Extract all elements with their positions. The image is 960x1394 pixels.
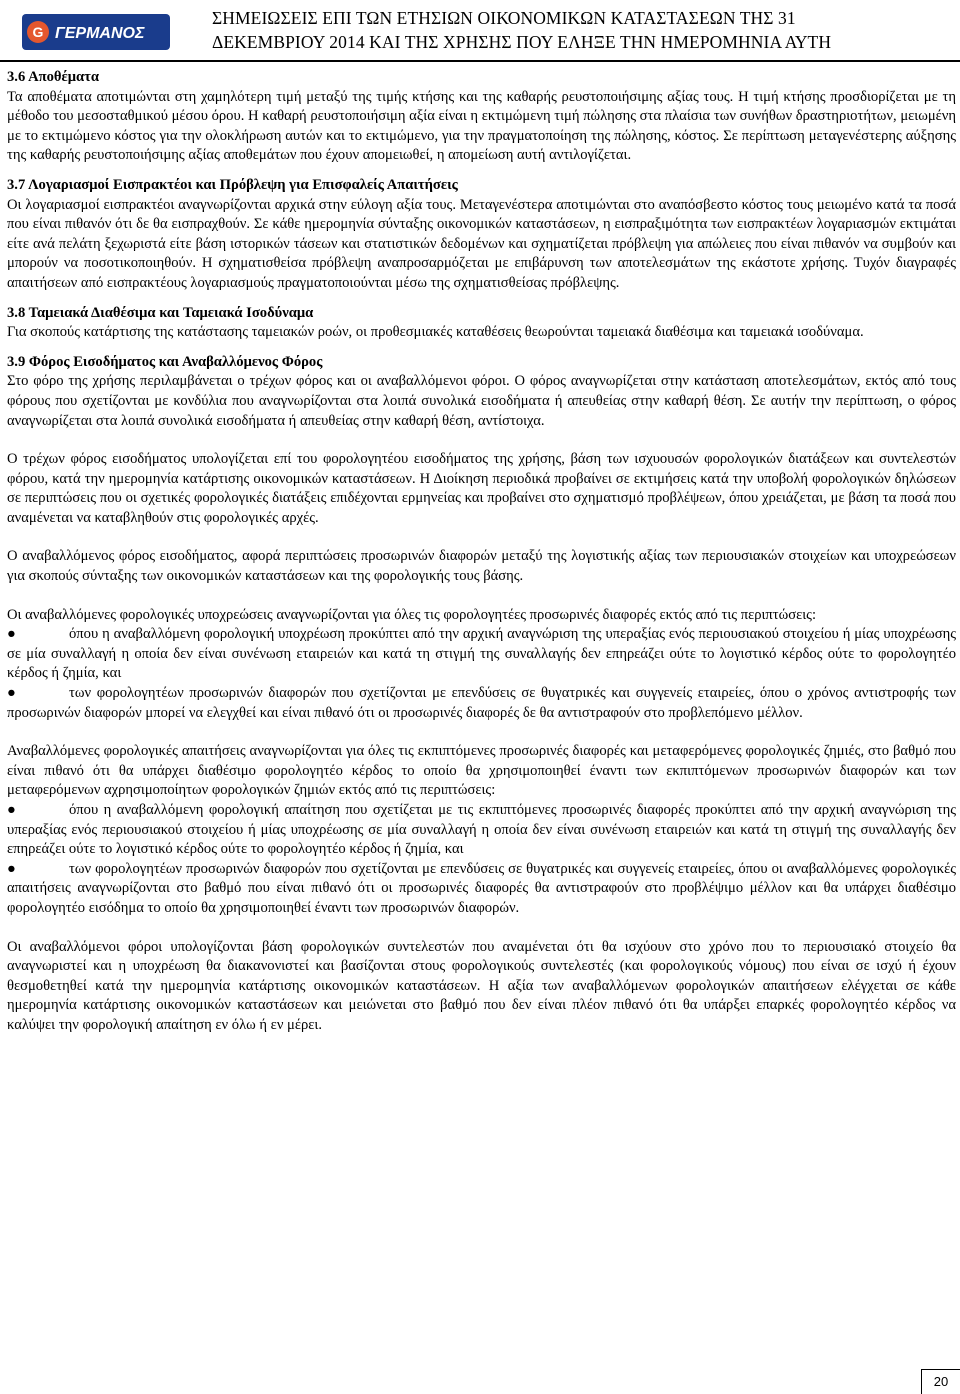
bullet-icon: ● [7, 802, 16, 818]
header-divider [0, 60, 960, 62]
paragraph: Στο φόρο της χρήσης περιλαμβάνεται ο τρέχων φόρος και οι αναβαλλόμενοι φόροι. Ο φόρος αναγνωρίζεται στην κατάσταση αποτελεσμάτων, εκτός από τους φόρους που σχετίζονται με κονδύλια που αναγνωρίζονται στα λοιπά συνολικά εισοδήματα ή απευθείας στην καθαρή θέση. Σε αυτήν την περίπτωση, ο φόρος αναγνωρίζεται στα λοιπά συνολικά εισοδήματα ή απευθείας στην καθαρή θέση, αντίστοιχα. [7, 373, 956, 429]
bullet-icon: ● [7, 685, 16, 702]
list-item [7, 860, 956, 919]
paragraph: Αναβαλλόμενες φορολογικές απαιτήσεις αναγνωρίζονται για όλες τις εκπιπτόμενες προσωρινές διαφορές και μεταφερόμενες φορολογικές ζημιές, στο βαθμό που είναι πιθανό ότι θα υπάρχει διαθέσιμο φορολογητέο κέρδος το οποίο θα χρησιμοποιηθεί έναντι των εκπιπτόμενων προσωρινών διαφορών και των μεταφερόμενων αχρησιμοποίητων φορολογικών ζημιών εκτός από τις περιπτώσεις: [7, 743, 956, 799]
section-heading-3-8: 3.8 Ταμειακά Διαθέσιμα και Ταμειακά Ισοδύναμα [7, 304, 314, 321]
paragraph: Τα αποθέματα αποτιμώνται στη χαμηλότερη τιμή μεταξύ της τιμής κτήσης και της καθαρής ρευστοποιήσιμης αξίας τους. Η τιμή κτήσης προσδιορίζεται με τη μέθοδο του μεσοσταθμικού μέσου όρου. Η καθαρή ρευστοποιήσιμη αξία είναι η εκτιμώμενη τιμή πώλησης στα πλαίσια των συνήθων δραστηριοτήτων, μειωμένη με το εκτιμώμενο κόστος για την ολοκλήρωση αυτών και το εκτιμώμενο, για την πραγματοποίηση της πώλησης, κόστος. Σε περίπτωση μεταγενέστερης αύξησης της καθαρής ρευστοποιήσιμης αξίας αποθεμάτων που έχουν απομειωθεί, η απομείωση αυτή αντιλογίζεται. [7, 88, 956, 164]
section-heading-3-9: 3.9 Φόρος Εισοδήματος και Αναβαλλόμενος Φόρος [7, 353, 323, 370]
list-item [7, 801, 956, 860]
title-line-1: ΣΗΜΕΙΩΣΕΙΣ ΕΠΙ ΤΩΝ ΕΤΗΣΙΩΝ ΟΙΚΟΝΟΜΙΚΩΝ ΚΑΤΑΣΤΑΣΕΩΝ ΤΗΣ 31 [212, 8, 796, 28]
section-heading-3-6: 3.6 Αποθέματα [7, 69, 100, 85]
section-heading-3-7: 3.7 Λογαριασμοί Εισπρακτέοι και Πρόβλεψη για Επισφαλείς Απαιτήσεις [7, 176, 458, 193]
paragraph: Οι αναβαλλόμενοι φόροι υπολογίζονται βάση φορολογικών συντελεστών που αναμένεται ότι θα ισχύουν στο χρόνο που το περιουσιακό στοιχείο θα αναγνωριστεί και η υποχρέωση θα διακανονιστεί και βασίζονται στους φορολογικούς συντελεστές (και φορολογικούς νόμους) που είναι σε ισχύ ή έχουν θεσμοθετηθεί κατά την ημερομηνία κατάρτισης οικονομικών καταστάσεων. Η αξία των αναβαλλόμενων φορολογικών απαιτήσεων ελέγχεται σε κάθε ημερομηνία κατάρτισης οικονομικών καταστάσεων και μειώνεται στο βαθμό που δεν είναι πλέον πιθανό ότι θα υπάρξει επαρκές φορολογητέο κέρδος να καλύψει την φορολογική απαίτηση εν όλω ή εν μέρει. [7, 938, 956, 1033]
document-title [212, 6, 892, 54]
list-item-text: των φορολογητέων προσωρινών διαφορών που σχετίζονται με επενδύσεις σε θυγατρικές και συγγενείς εταιρείες, όπου ο χρόνος αντιστροφής των προσωρινών διαφορών μπορεί να ελεγχθεί και είναι πιθανό ότι οι προσωρινές διαφορές δε θα αντιστραφούν στο προβλεπόμενο μέλλον. [7, 685, 956, 721]
germanos-logo [22, 14, 170, 50]
bullet-icon: ● [7, 860, 16, 877]
page-header [0, 0, 960, 62]
list-item [7, 684, 956, 723]
logo-text: ΓΕΡΜΑΝΟΣ [55, 25, 145, 42]
paragraph: Οι αναβαλλόμενες φορολογικές υποχρεώσεις αναγνωρίζονται για όλες τις φορολογητέες προσωρινές διαφορές εκτός από τις περιπτώσεις: [7, 606, 817, 623]
list-item [7, 625, 956, 684]
paragraph: Ο τρέχων φόρος εισοδήματος υπολογίζεται επί του φορολογητέου εισοδήματος της χρήσης, βάση των ισχυουσών φορολογικών διατάξεων και συντελεστών φόρου, κατά την ημερομηνία κατάρτισης οικονομικών καταστάσεων. Η Διοίκηση περιοδικά προβαίνει σε εκτιμήσεις κατά την υποβολή φορολογικών δηλώσεων σε περιπτώσεις που οι σχετικές φορολογικές διατάξεις επιδέχονται ερμηνείας και προβαίνει στο σχηματισμό προβλέψεων, όπου χρειάζεται, με βάση τα ποσά που αναμένεται να καταβληθούν στις φορολογικές αρχές. [7, 451, 956, 526]
title-line-2: ΔΕΚΕΜΒΡΙΟΥ 2014 ΚΑΙ ΤΗΣ ΧΡΗΣΗΣ ΠΟΥ ΕΛΗΞΕ ΤΗΝ ΗΜΕΡΟΜΗΝΙΑ ΑΥΤΗ [212, 32, 832, 52]
paragraph: Για σκοπούς κατάρτισης της κατάστασης ταμειακών ροών, οι προθεσμιακές καταθέσεις θεωρούνται ταμειακά διαθέσιμα και ταμειακά ισοδύναμα. [7, 324, 864, 341]
bullet-icon: ● [7, 626, 16, 643]
paragraph: Οι λογαριασμοί εισπρακτέοι αναγνωρίζονται αρχικά στην εύλογη αξία τους. Μεταγενέστερα αποτιμώνται στο αναπόσβεστο κόστος τους μειωμένο κατά τα ποσά που είναι πιθανόν ότι δε θα εισπραχθούν. Σε κάθε ημερομηνία σύνταξης οικονομικών καταστάσεων, η εισπραξιμότητα των εισπρακτέων λογαριασμών εκτιμάται είτε ανά πελάτη ξεχωριστά είτε βάση ιστορικών τάσεων και στατιστικών δεδομένων και σχηματίζεται πρόβλεψη για απώλειες που είναι πιθανόν να συμβούν και μπορούν να ποσοτικοποιηθούν. Η σχηματισθείσα πρόβλεψη αναπροσαρμόζεται με επιβάρυνση των αποτελεσμάτων της εκάστοτε χρήσης. Τυχόν διαγραφές απαιτήσεων από εισπρακτέους λογαριασμούς πραγματοποιούνται μέσω της σχηματισθείσας πρόβλεψης. [7, 196, 956, 291]
list-item-text: όπου η αναβαλλόμενη φορολογική απαίτηση που σχετίζεται με τις εκπιπτόμενες προσωρινές διαφορές προκύπτει από την αρχική αναγνώριση της υπεραξίας ενός περιουσιακού στοιχείου ή μίας υποχρέωσης σε μία συναλλαγή η οποία δεν είναι συνένωση εταιρειών και κατά τη στιγμή της συναλλαγής δεν επηρεάζει ούτε το λογιστικό κέρδος ούτε το φορολογητέο κέρδος ή ζημία, και [7, 802, 956, 858]
list-item-text: των φορολογητέων προσωρινών διαφορών που σχετίζονται με επενδύσεις σε θυγατρικές και συγγενείς εταιρείες, όπου οι αναβαλλόμενες φορολογικές απαιτήσεις αναγνωρίζονται στο βαθμό που είναι πιθανό ότι οι προσωρινές διαφορές θα αντιστραφούν στο προβλέψιμο μέλλον και θα υπάρχει διαθέσιμο φορολογητέο εισόδημα το οποίο θα χρησιμοποιηθεί έναντι των προσωρινών διαφορών. [7, 860, 956, 916]
paragraph: Ο αναβαλλόμενος φόρος εισοδήματος, αφορά περιπτώσεις προσωρινών διαφορών μεταξύ της λογιστικής αξίας των περιουσιακών στοιχείων και υποχρεώσεων για σκοπούς σύνταξης των οικονομικών καταστάσεων και της φορολογικής τους βάσης. [7, 548, 956, 585]
svg-text:G: G [32, 24, 44, 40]
list-item-text: όπου η αναβαλλόμενη φορολογική υποχρέωση προκύπτει από την αρχική αναγνώριση της υπεραξίας ενός περιουσιακού στοιχείου ή μίας υποχρέωσης σε μία συναλλαγή η οποία δεν είναι συνένωση εταιρειών και κατά τη στιγμή της συναλλαγής δεν επηρεάζει ούτε το λογιστικό κέρδος ούτε το φορολογητέο κέρδος ή ζημία, και [7, 626, 956, 682]
document-body [7, 68, 956, 1036]
page-number: 20 [921, 1369, 960, 1394]
